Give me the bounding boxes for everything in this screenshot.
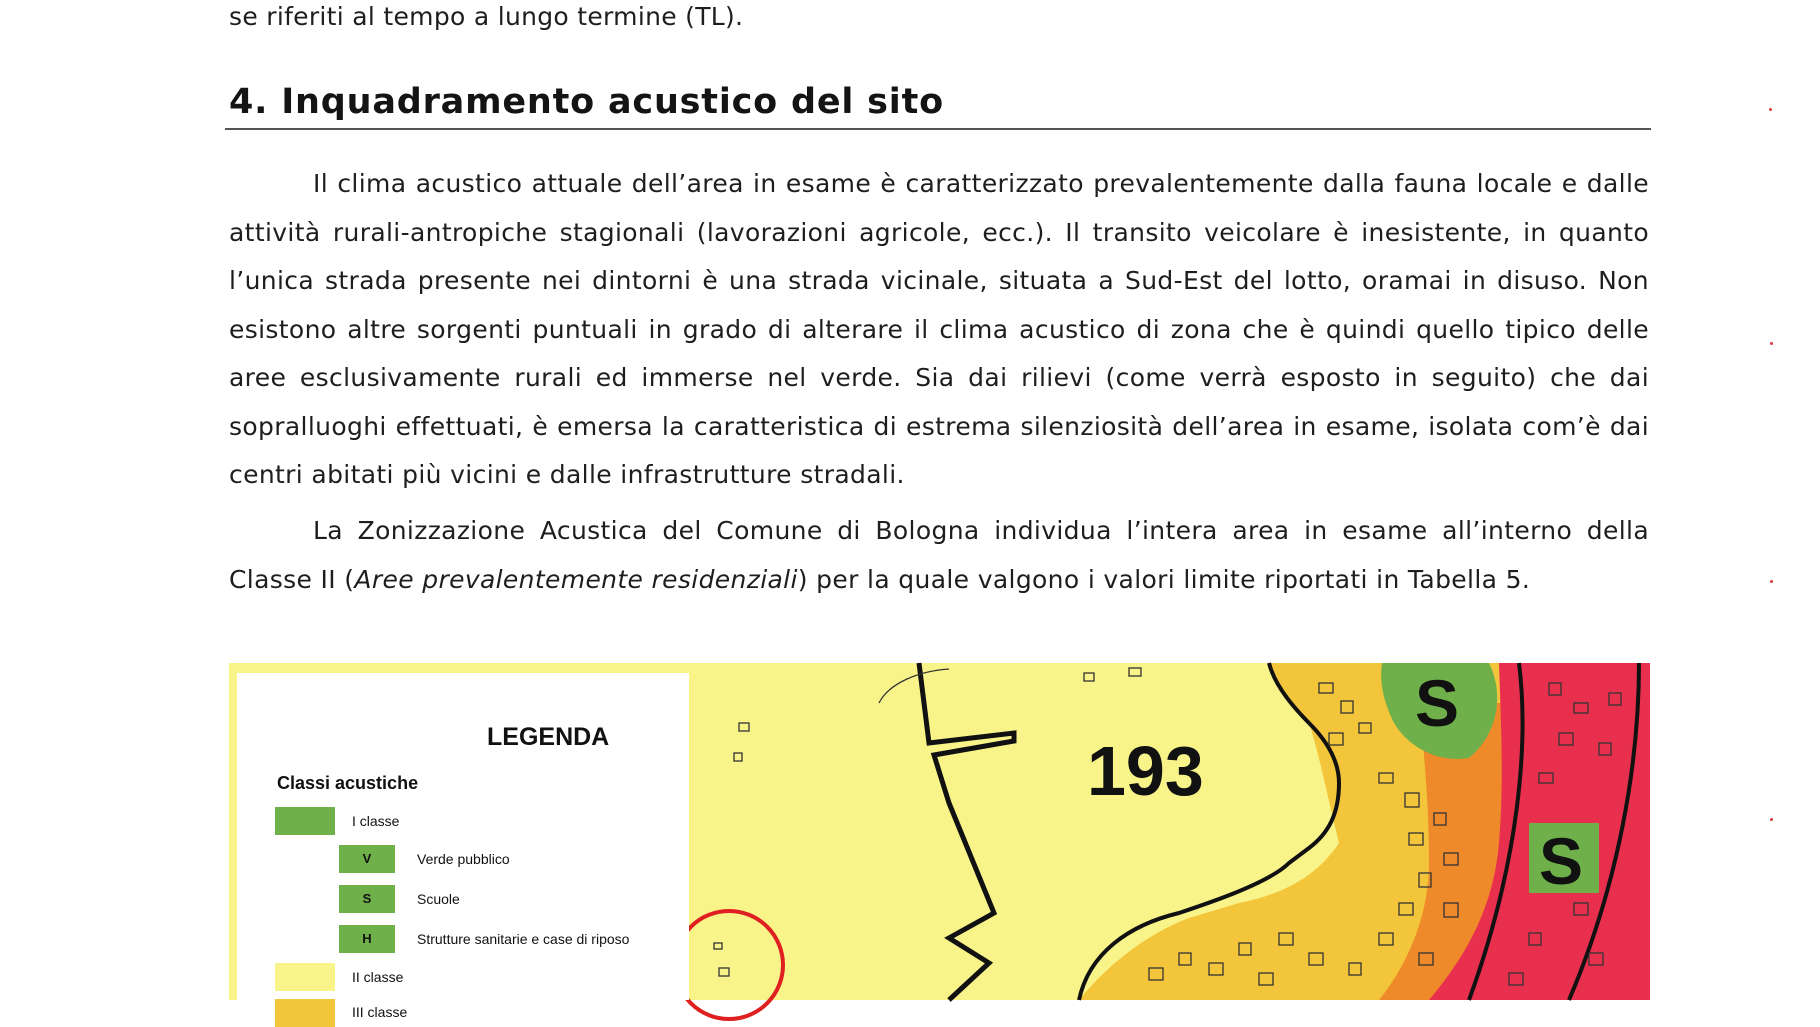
- legend-label-sanitarie: Strutture sanitarie e case di riposo: [417, 931, 630, 947]
- legend-label-class-1: I classe: [352, 813, 400, 829]
- legend-title: LEGENDA: [487, 723, 610, 751]
- scan-dot: [1770, 580, 1773, 583]
- school-label-right: S: [1539, 824, 1584, 898]
- zone-number-label: 193: [1087, 732, 1204, 810]
- scan-dot: [1770, 342, 1773, 345]
- legend-swatch-class-2: [275, 963, 335, 991]
- legend-code-sanitarie: H: [362, 931, 372, 946]
- legend-label-class-3: III classe: [352, 1004, 408, 1020]
- legend-code-verde: V: [362, 851, 372, 866]
- scan-dot: [1770, 818, 1773, 821]
- map-legend: [237, 673, 689, 1020]
- top-text-line: se riferiti al tempo a lungo termine (TL).: [229, 2, 744, 31]
- curved-path: [879, 669, 949, 703]
- paragraph-zonization-italic: Aree prevalentemente residenziali: [354, 564, 798, 594]
- paragraph-zonization-text-2: ) per la quale valgono i valori limite riportati in Tabella 5.: [797, 564, 1531, 594]
- site-marker-circle: [675, 911, 783, 1019]
- legend-label-verde: Verde pubblico: [417, 851, 510, 867]
- scan-dot: [1769, 108, 1772, 111]
- acoustic-zoning-map: [229, 663, 1650, 1020]
- paragraph-acoustic-climate: Il clima acustico attuale dell’area in esame è caratterizzato prevalentemente dalla fauna locale e dalle attività rurali-antropiche stagionali (lavorazioni agricole, ecc.). Il transito veicolare è inesistente, in quanto l’unica strada presente nei dintorni è una strada vicinale, situata a Sud-Est del lotto, oramai in disuso. Non esistono altre sorgenti puntuali in grado di alterare il clima acustico di zona che è quindi quello tipico delle aree esclusivamente rurali ed immerse nel verde. Sia dai rilievi (come verrà esposto in seguito) che dai sopralluoghi effettuati, è emersa la caratteristica di estrema silenziosità dell’area in esame, isolata com’è dai centri abitati più vicini e dalle infrastrutture stradali.: [229, 169, 1649, 489]
- paragraph-zonization-text-1: La Zonizzazione Acustica del Comune di Bologna individua l’intera area in esame all’interno della Classe II (: [229, 516, 1649, 594]
- school-label-top: S: [1415, 666, 1460, 740]
- legend-label-class-2: II classe: [352, 969, 404, 985]
- legend-swatch-class-3: [275, 999, 335, 1027]
- paragraph-zonization: [229, 507, 1649, 604]
- legend-label-scuole: Scuole: [417, 891, 460, 907]
- legend-code-scuole: S: [362, 891, 372, 906]
- legend-subtitle: Classi acustiche: [277, 773, 419, 793]
- heading-underline: [225, 128, 1651, 130]
- section-heading: 4. Inquadramento acustico del sito: [229, 82, 944, 122]
- zone-boundary-line: [919, 663, 1014, 1000]
- legend-swatch-class-1: [275, 807, 335, 835]
